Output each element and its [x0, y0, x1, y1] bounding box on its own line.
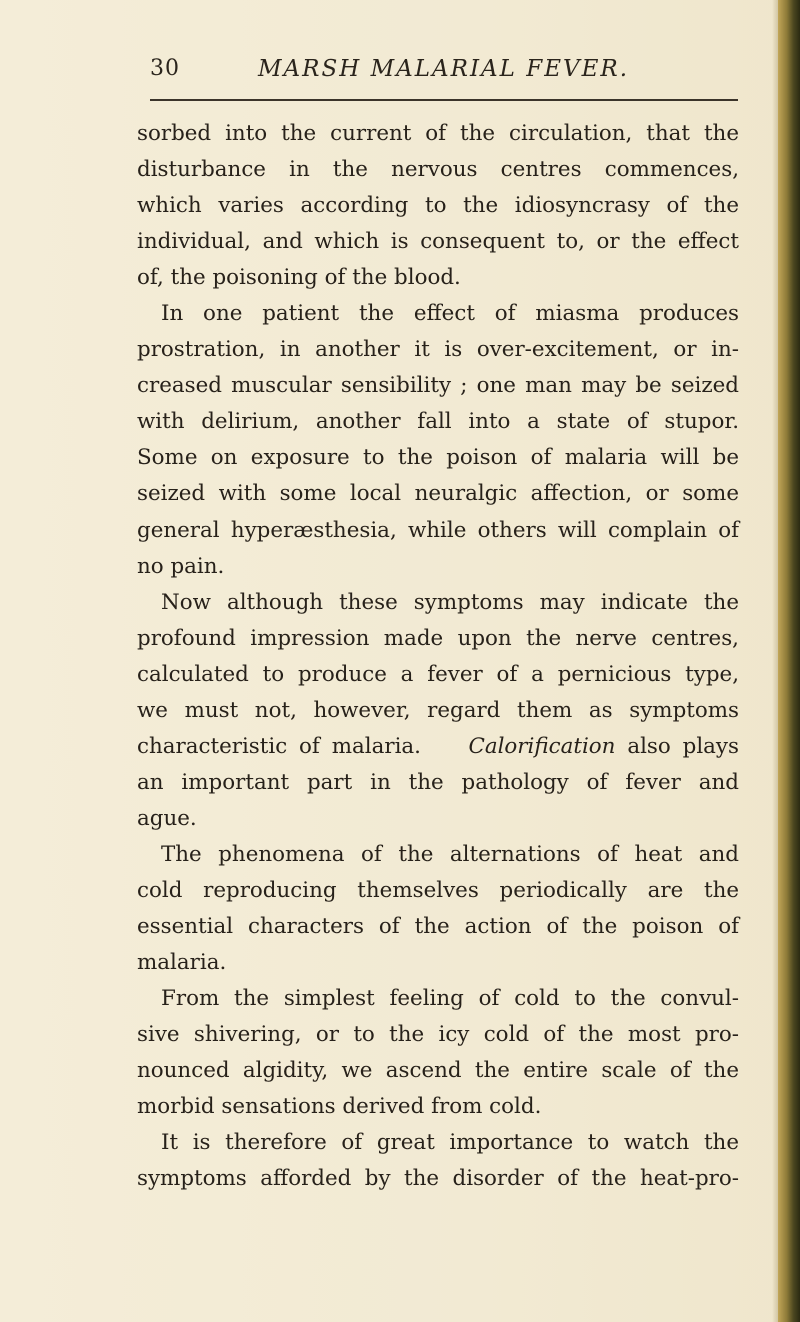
text-line: of, the poisoning of the blood.	[137, 265, 461, 291]
text-line: sorbed into the current of the circulation, that the	[137, 121, 739, 146]
text-line: Now although these symptoms may indicate the	[161, 589, 739, 615]
text-line: creased muscular sensibility ; one man may be seized	[137, 373, 739, 399]
italic-term: Calorification	[468, 733, 616, 759]
text-line: essential characters of the action of the poison of	[137, 914, 739, 940]
text-line: The phenomena of the alternations of heat and	[161, 841, 739, 867]
text-line: an important part in the pathology of fever and	[137, 769, 739, 795]
text-line: calculated to produce a fever of a pernicious type,	[137, 661, 739, 687]
running-head	[150, 56, 740, 90]
text-line: individual, and which is consequent to, or the effect	[137, 229, 739, 255]
text-line: It is therefore of great importance to watch the	[161, 1130, 739, 1156]
page-edge	[778, 0, 800, 1322]
text-line: profound impression made upon the nerve centres,	[137, 625, 739, 651]
text-line: we must not, however, regard them as symptoms	[137, 697, 739, 723]
text-line: In one patient the effect of miasma produces	[161, 301, 739, 327]
text-line: sive shivering, or to the icy cold of the most pro-	[137, 1022, 739, 1048]
text-line	[137, 729, 739, 765]
text-segment: characteristic of malaria.	[137, 733, 421, 759]
text-line: prostration, in another it is over-excitement, or in-	[137, 337, 739, 363]
page-number: 30	[150, 56, 180, 81]
text-line: malaria.	[137, 950, 227, 976]
text-line: symptoms afforded by the disorder of the heat-pro-	[137, 1166, 739, 1192]
running-title: MARSH MALARIAL FEVER.	[258, 56, 630, 82]
text-line: From the simplest feeling of cold to the convul-	[161, 986, 739, 1012]
text-line: nounced algidity, we ascend the entire scale of the	[137, 1058, 739, 1084]
text-line: morbid sensations derived from cold.	[137, 1094, 542, 1120]
text-segment: also plays	[627, 733, 739, 759]
text-line: general hyperæsthesia, while others will complain of	[137, 517, 739, 543]
text-line: cold reproducing themselves periodically are the	[137, 877, 739, 903]
text-line: disturbance in the nervous centres commences,	[137, 157, 739, 183]
text-line: seized with some local neuralgic affection, or some	[137, 481, 739, 507]
text-line: with delirium, another fall into a state of stupor.	[137, 409, 739, 435]
header-rule	[150, 99, 738, 101]
text-line: Some on exposure to the poison of malaria will be	[137, 445, 739, 471]
body-text	[137, 116, 739, 1197]
text-line: which varies according to the idiosyncrasy of the	[137, 193, 739, 219]
text-line: ague.	[137, 805, 197, 831]
text-line: no pain.	[137, 553, 225, 579]
